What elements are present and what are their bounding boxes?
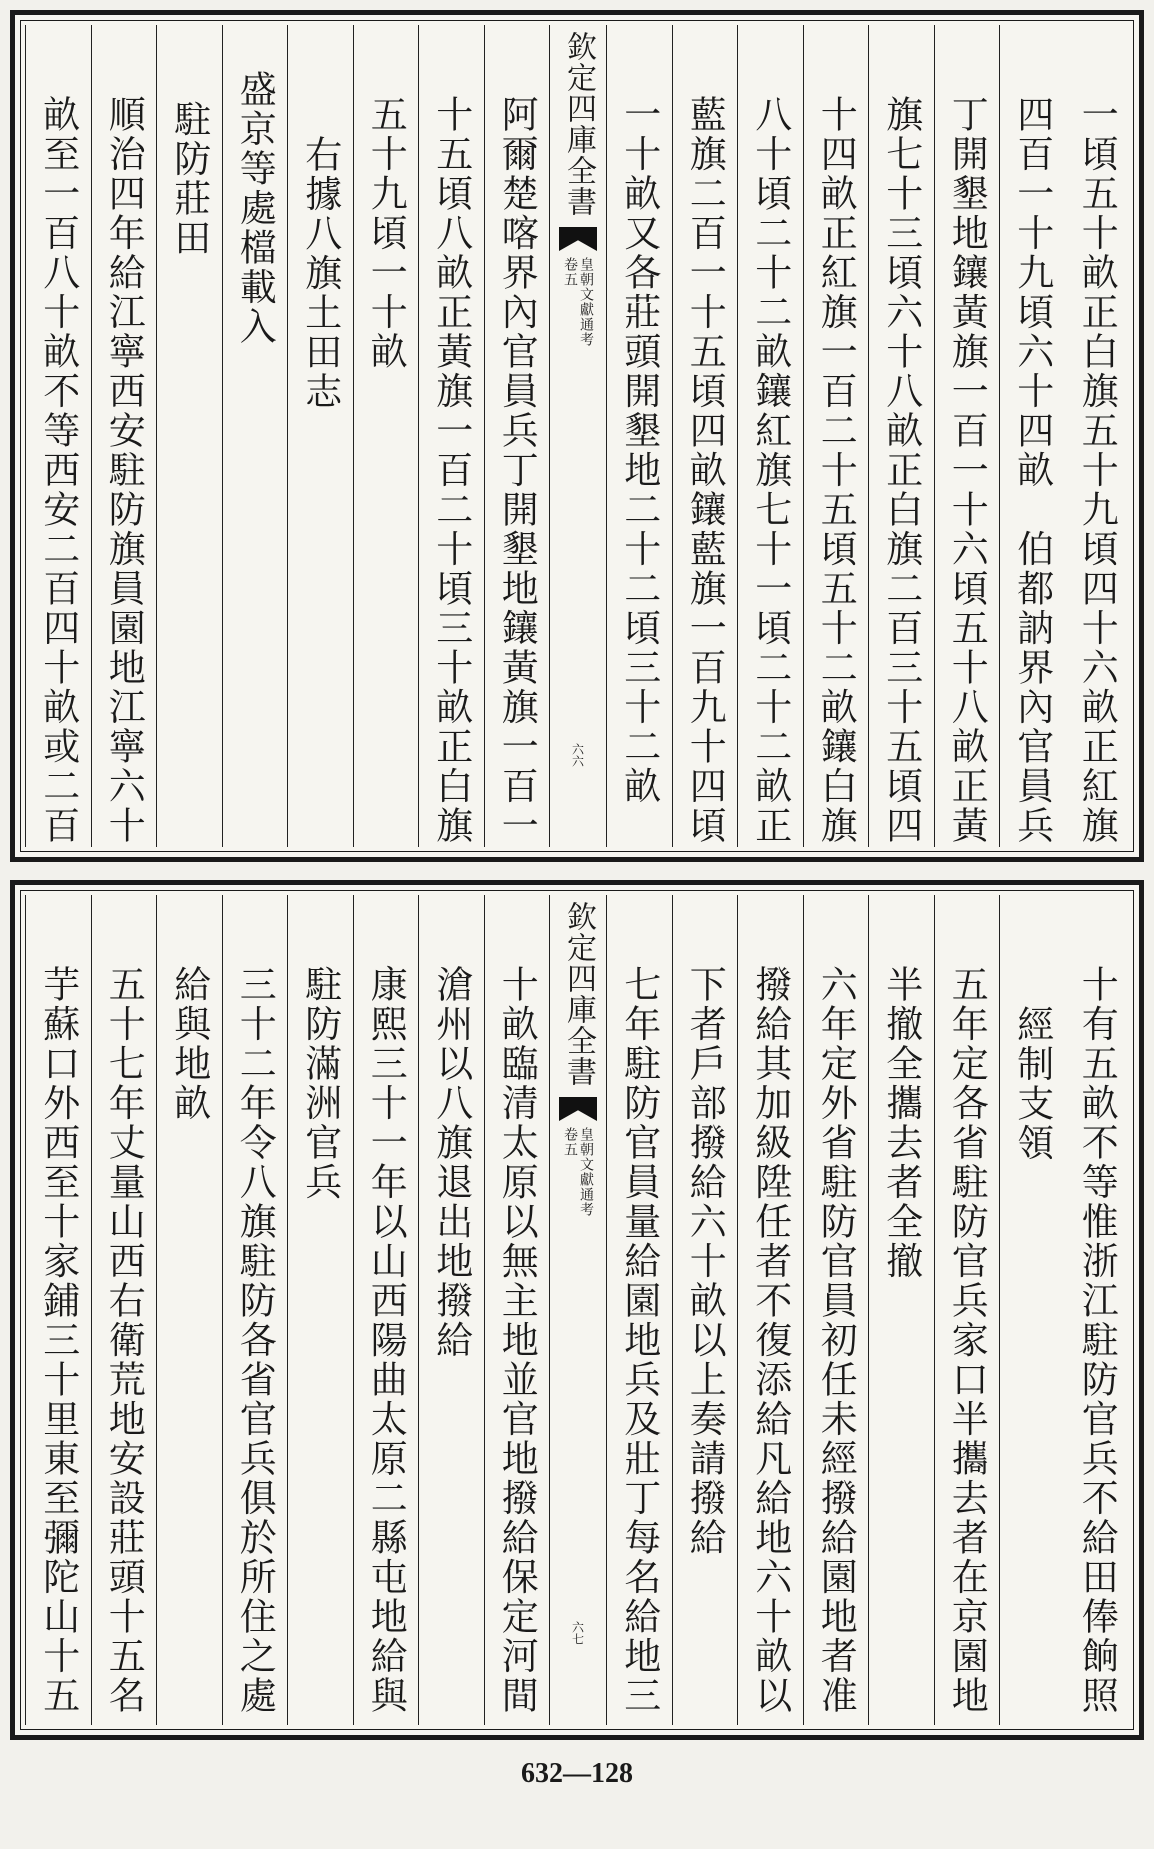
text-column — [222, 25, 288, 847]
folio-number: 632—128 — [521, 1758, 633, 1789]
column-text: 一頃五十畝正白旗五十九頃四十六畝正紅旗 — [1075, 95, 1119, 846]
spine-subtitle-line: 皇朝文獻通考 — [578, 1127, 594, 1217]
column-text: 八十頃二十二畝鑲紅旗七十一頃二十二畝正 — [748, 95, 792, 846]
text-column — [1065, 895, 1130, 1725]
column-text: 十畝臨清太原以無主地並官地撥給保定河間 — [495, 965, 539, 1716]
text-column — [353, 25, 419, 847]
column-text: 畝至一百八十畝不等西安二百四十畝或二百 — [36, 95, 80, 846]
text-column — [418, 25, 484, 847]
column-text: 芋蘇口外西至十家鋪三十里東至彌陀山十五 — [36, 965, 80, 1716]
column-text: 十五頃八畝正黃旗一百二十頃三十畝正白旗 — [429, 95, 473, 846]
text-column — [287, 25, 353, 847]
bottom-page — [10, 880, 1144, 1740]
text-column — [999, 895, 1065, 1725]
column-text: 盛京等處檔載入 — [233, 70, 277, 347]
column-text: 下者戶部撥給六十畝以上奏請撥給 — [683, 965, 727, 1558]
center-spine — [549, 895, 606, 1725]
text-column — [803, 25, 869, 847]
spine-subtitle-line: 卷五 — [562, 257, 578, 287]
text-column — [999, 25, 1065, 847]
spine-subtitle — [563, 257, 593, 347]
column-text: 經制支領 — [1010, 1005, 1054, 1163]
top-columns — [25, 25, 1129, 847]
text-column — [934, 895, 1000, 1725]
bottom-columns — [25, 895, 1129, 1725]
column-text: 七年駐防官員量給園地兵及壯丁每名給地三 — [617, 965, 661, 1716]
column-text: 藍旗二百一十五頃四畝鑲藍旗一百九十四頃 — [683, 95, 727, 846]
column-text: 駐防莊田 — [167, 100, 211, 258]
top-page — [10, 10, 1144, 862]
column-text: 六年定外省駐防官員初任未經撥給園地者准 — [814, 965, 858, 1716]
text-column — [25, 895, 91, 1725]
text-column — [868, 25, 934, 847]
column-text: 丁開墾地鑲黃旗一百一十六頃五十八畝正黃 — [945, 95, 989, 846]
text-column — [1065, 25, 1130, 847]
column-text: 五十九頃一十畝 — [364, 95, 408, 372]
text-column — [672, 25, 738, 847]
fishtail-mark-icon — [559, 227, 597, 251]
center-spine — [549, 25, 606, 847]
column-text: 十四畝正紅旗一百二十五頃五十二畝鑲白旗 — [814, 95, 858, 846]
spine-page-number: 六七 — [570, 1621, 585, 1645]
text-column — [353, 895, 419, 1725]
text-column — [25, 25, 91, 847]
text-column — [91, 25, 157, 847]
text-column — [156, 25, 222, 847]
text-column — [91, 895, 157, 1725]
text-column — [484, 895, 550, 1725]
spine-subtitle-line: 皇朝文獻通考 — [578, 257, 594, 347]
text-column — [737, 25, 803, 847]
text-column — [606, 25, 672, 847]
column-text: 康熙三十一年以山西陽曲太原二縣屯地給與 — [364, 965, 408, 1716]
column-text: 五年定各省駐防官兵家口半攜去者在京園地 — [945, 965, 989, 1716]
text-column — [484, 25, 550, 847]
column-text: 四百一十九頃六十四畝 伯都訥界內官員兵 — [1010, 95, 1054, 846]
column-text: 十有五畝不等惟浙江駐防官兵不給田俸餉照 — [1075, 965, 1119, 1716]
spine-subtitle-line: 卷五 — [562, 1127, 578, 1157]
column-text: 駐防滿洲官兵 — [298, 965, 342, 1202]
column-text: 五十七年丈量山西右衛荒地安設莊頭十五名 — [102, 965, 146, 1716]
column-text: 順治四年給江寧西安駐防旗員園地江寧六十 — [102, 95, 146, 846]
column-text: 一十畝又各莊頭開墾地二十二頃三十二畝 — [617, 95, 661, 806]
text-column — [672, 895, 738, 1725]
spine-page-number: 六六 — [570, 743, 585, 767]
column-text: 三十二年令八旗駐防各省官兵俱於所住之處 — [233, 965, 277, 1716]
column-text: 半撤全攜去者全撤 — [879, 965, 923, 1281]
column-text: 旗七十三頃六十八畝正白旗二百三十五頃四 — [879, 95, 923, 846]
text-column — [868, 895, 934, 1725]
column-text: 撥給其加級陞任者不復添給凡給地六十畝以 — [748, 965, 792, 1716]
text-column — [737, 895, 803, 1725]
text-column — [418, 895, 484, 1725]
fishtail-mark-icon — [559, 1097, 597, 1121]
text-column — [156, 895, 222, 1725]
text-column — [803, 895, 869, 1725]
column-text: 滄州以八旗退出地撥給 — [429, 965, 473, 1360]
text-column — [934, 25, 1000, 847]
column-text: 給與地畝 — [167, 965, 211, 1123]
text-column — [222, 895, 288, 1725]
spine-subtitle — [563, 1127, 593, 1217]
book-title: 欽定四庫全書 — [561, 901, 596, 1087]
book-title: 欽定四庫全書 — [561, 31, 596, 217]
text-column — [606, 895, 672, 1725]
column-text: 阿爾楚喀界內官員兵丁開墾地鑲黃旗一百一 — [495, 95, 539, 846]
text-column — [287, 895, 353, 1725]
column-text: 右據八旗土田志 — [298, 135, 342, 412]
